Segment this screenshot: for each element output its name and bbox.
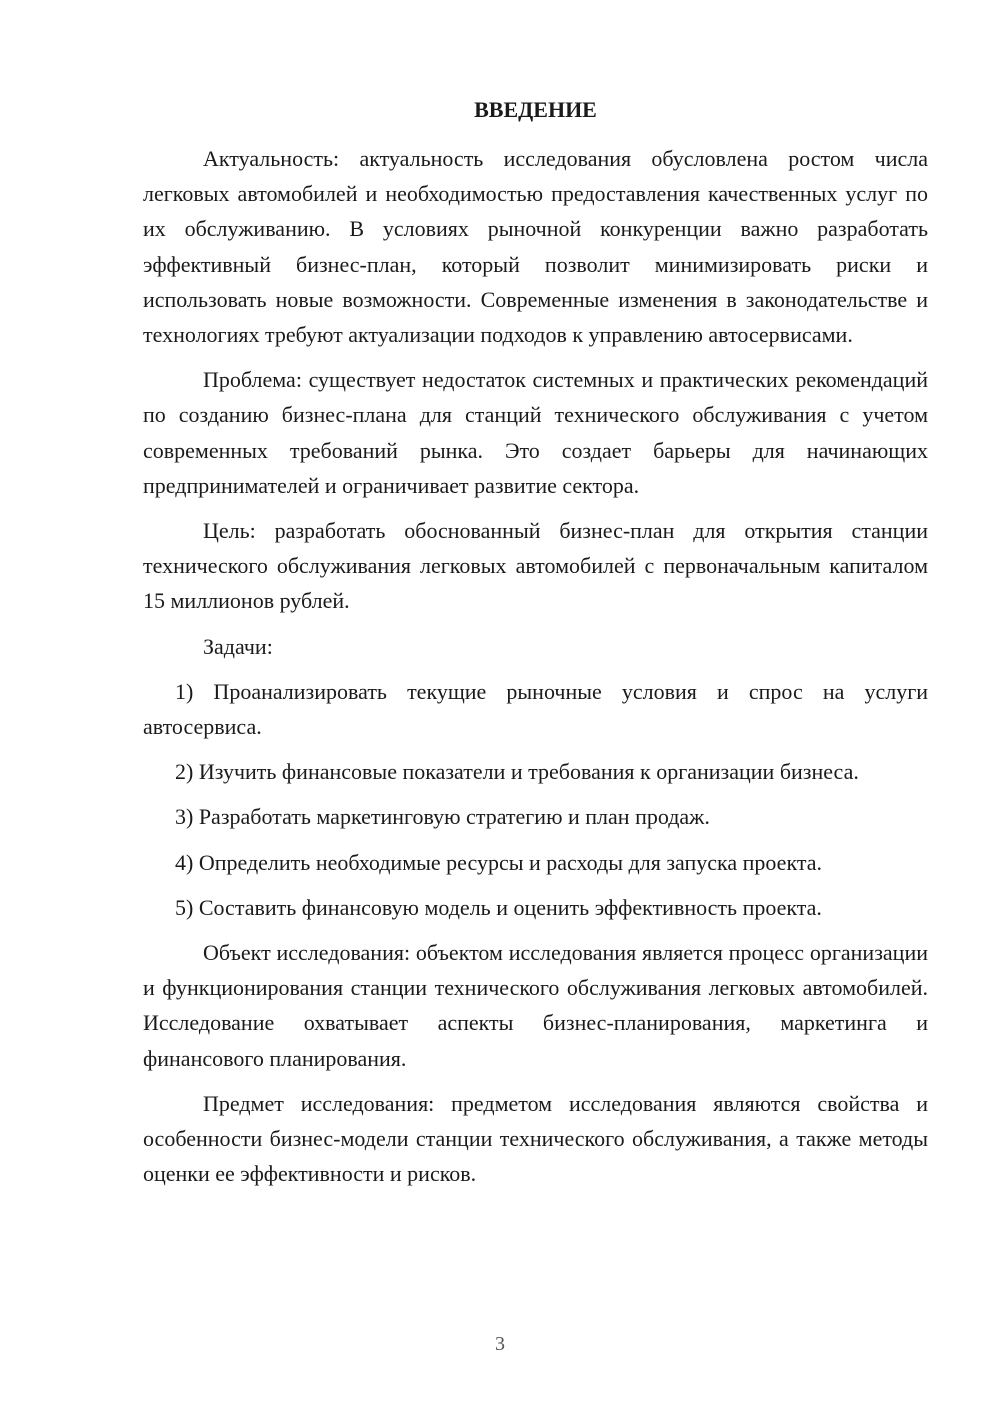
goal-paragraph: Цель: разработать обоснованный бизнес-план для открытия станции технического обслуживания легковых автомобилей с первоначальным капиталом 15 миллионов рублей. (143, 518, 928, 614)
object-paragraph: Объект исследования: объектом исследования является процесс организации и функционирования станции технического обслуживания легковых автомобилей. Исследование охватывает аспекты бизнес-планирования, маркетинга и финансового планирования. (143, 940, 928, 1071)
task-item: 2) Изучить финансовые показатели и требования к организации бизнеса. (175, 759, 859, 785)
task-item: 1) Проанализировать текущие рыночные условия и спрос на услуги автосервиса. (143, 678, 928, 740)
tasks-label: Задачи: (203, 633, 273, 659)
relevance-paragraph: Актуальность: актуальность исследования обусловлена ростом числа легковых автомобилей и необходимостью предоставления качественных услуг по их обслуживанию. В условиях рыночной конкуренции важно разработать эффективный бизнес-план, который позволит минимизировать риски и использовать новые возможности. Современные изменения в законодательстве и технологиях требуют актуализации подходов к управлению автосервисами. (143, 146, 928, 348)
task-item: 4) Определить необходимые ресурсы и расходы для запуска проекта. (175, 849, 822, 875)
task-item: 3) Разработать маркетинговую стратегию и план продаж. (175, 804, 710, 830)
problem-paragraph: Проблема: существует недостаток системных и практических рекомендаций по созданию бизнес-плана для станций технического обслуживания с учетом современных требований рынка. Это создает барьеры для начинающих предпринимателей и ограничивает развитие сектора. (143, 367, 928, 498)
section-title: ВВЕДЕНИЕ (474, 97, 597, 122)
subject-paragraph: Предмет исследования: предметом исследования являются свойства и особенности бизнес-модели станции технического обслуживания, а также методы оценки ее эффективности и рисков. (143, 1090, 928, 1187)
page-number: 3 (495, 1333, 505, 1355)
document-page (143, 92, 928, 1201)
task-item: 5) Составить финансовую модель и оценить эффективность проекта. (175, 894, 822, 920)
